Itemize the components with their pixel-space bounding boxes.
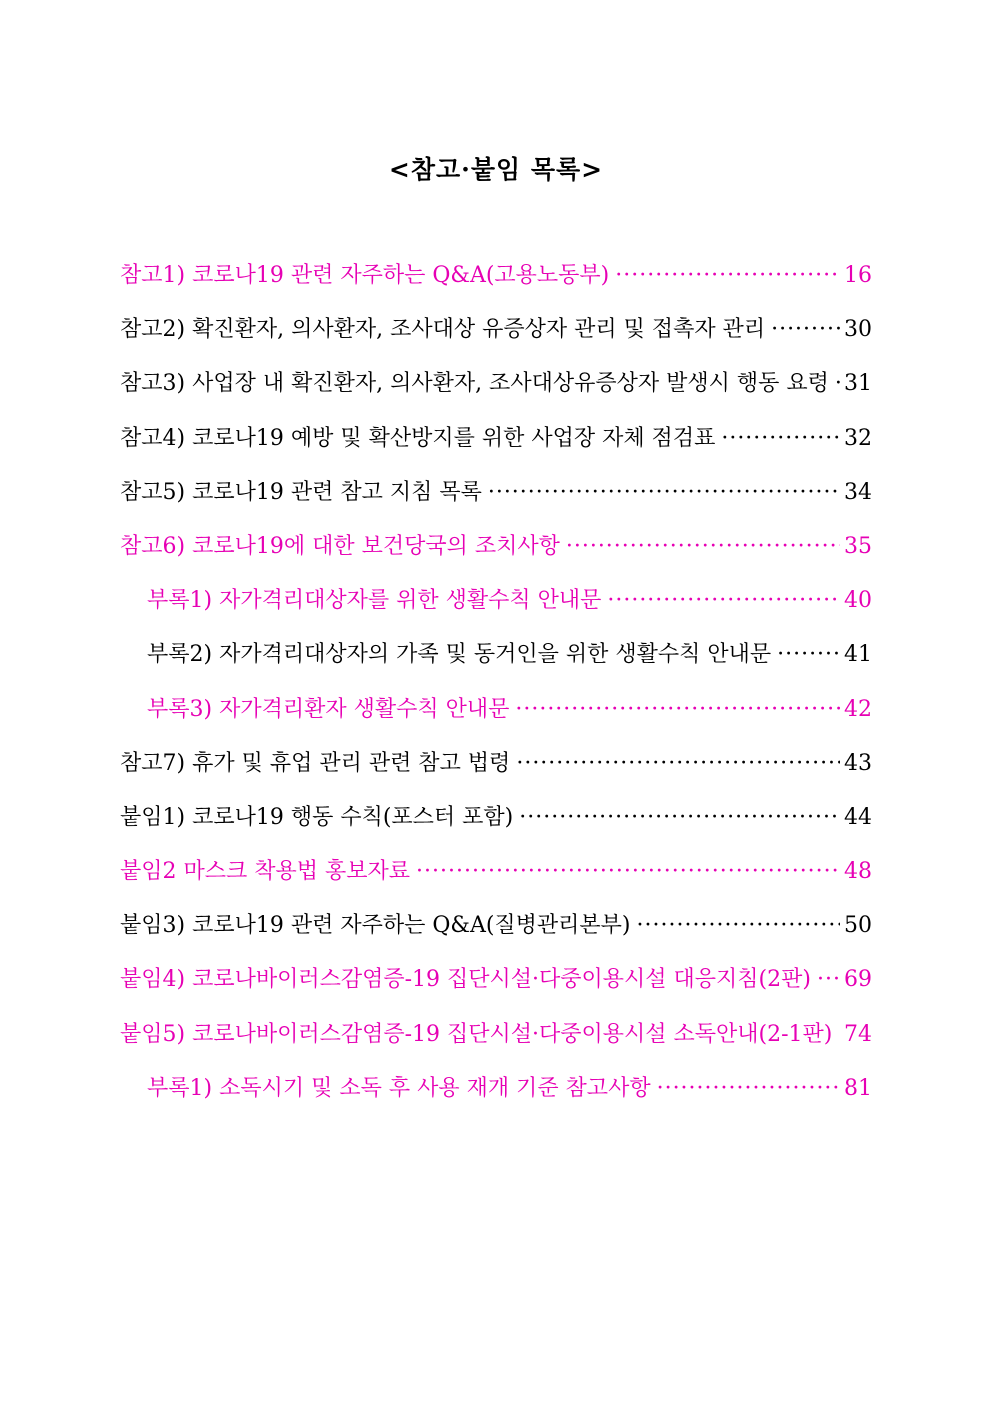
toc-entry-label: 붙임4) 코로나바이러스감염증-19 집단시설·다중이용시설 대응지침(2판) — [120, 967, 811, 993]
leader-dots — [637, 913, 840, 938]
toc-entry[interactable] — [120, 475, 872, 529]
toc-entry[interactable] — [120, 800, 872, 854]
toc-entry-label: 붙임2 마스크 착용법 홍보자료 — [120, 859, 411, 885]
toc-entry-page: 69 — [844, 967, 872, 993]
leader-dots — [817, 967, 840, 992]
toc-entry-page: 43 — [844, 750, 872, 776]
toc-entry-page: 34 — [844, 479, 872, 505]
toc-entry[interactable] — [120, 692, 872, 746]
toc-entry[interactable] — [120, 854, 872, 908]
toc-entry-page: 16 — [844, 263, 872, 288]
toc-entry-label: 참고3) 사업장 내 확진환자, 의사환자, 조사대상유증상자 발생시 행동 요령 — [120, 371, 829, 397]
toc-list — [120, 258, 872, 1125]
toc-entry[interactable] — [120, 421, 872, 475]
leader-dots — [777, 642, 840, 667]
toc-entry[interactable] — [120, 637, 872, 691]
toc-entry-label: 붙임1) 코로나19 행동 수칙(포스터 포함) — [120, 804, 514, 830]
leader-dots — [721, 426, 840, 451]
toc-entry[interactable] — [120, 583, 872, 637]
leader-dots — [519, 805, 840, 830]
toc-entry-page: 35 — [844, 533, 872, 559]
toc-entry-label: 부록1) 자가격리대상자를 위한 생활수칙 안내문 — [147, 588, 602, 614]
toc-entry[interactable] — [120, 529, 872, 583]
leader-dots — [615, 263, 840, 288]
toc-entry[interactable] — [120, 1071, 872, 1125]
toc-entry-label: 참고2) 확진환자, 의사환자, 조사대상 유증상자 관리 및 접촉자 관리 — [120, 317, 766, 343]
leader-dots — [838, 1022, 840, 1047]
toc-entry-label: 참고1) 코로나19 관련 자주하는 Q&A(고용노동부) — [120, 263, 610, 288]
toc-entry-label: 참고5) 코로나19 관련 참고 지침 목록 — [120, 479, 482, 505]
leader-dots — [488, 480, 840, 505]
toc-entry-page: 41 — [844, 642, 872, 668]
toc-entry-label: 붙임5) 코로나바이러스감염증-19 집단시설·다중이용시설 소독안내(2-1판) — [120, 1021, 833, 1047]
leader-dots — [515, 697, 840, 722]
toc-entry-page: 48 — [844, 859, 872, 885]
toc-entry-page: 44 — [844, 804, 872, 830]
toc-entry[interactable] — [120, 312, 872, 366]
toc-entry-label: 참고7) 휴가 및 휴업 관리 관련 참고 법령 — [120, 750, 511, 776]
toc-entry-page: 31 — [844, 371, 872, 397]
toc-entry-label: 붙임3) 코로나19 관련 자주하는 Q&A(질병관리본부) — [120, 913, 631, 939]
leader-dots — [835, 371, 840, 396]
toc-entry-page: 81 — [844, 1075, 872, 1101]
leader-dots — [607, 588, 840, 613]
leader-dots — [566, 534, 840, 559]
toc-entry[interactable] — [120, 962, 872, 1016]
leader-dots — [516, 751, 840, 776]
toc-entry-label: 참고6) 코로나19에 대한 보건당국의 조치사항 — [120, 533, 560, 559]
toc-entry-page: 42 — [844, 696, 872, 722]
toc-entry-page: 32 — [844, 425, 872, 451]
toc-entry[interactable] — [120, 746, 872, 800]
toc-entry-label: 부록2) 자가격리대상자의 가족 및 동거인을 위한 생활수칙 안내문 — [147, 642, 772, 668]
toc-entry[interactable] — [120, 1017, 872, 1071]
toc-entry-page: 74 — [844, 1021, 872, 1047]
toc-entry-label: 참고4) 코로나19 예방 및 확산방지를 위한 사업장 자체 점검표 — [120, 425, 716, 451]
toc-entry-page: 50 — [844, 913, 872, 939]
leader-dots — [657, 1076, 840, 1101]
toc-entry-page: 40 — [844, 588, 872, 614]
toc-entry-page: 30 — [844, 317, 872, 343]
toc-entry[interactable] — [120, 366, 872, 420]
toc-entry-label: 부록1) 소독시기 및 소독 후 사용 재개 기준 참고사항 — [147, 1075, 651, 1101]
toc-entry-label: 부록3) 자가격리환자 생활수칙 안내문 — [147, 696, 510, 722]
leader-dots — [416, 859, 840, 884]
toc-entry[interactable] — [120, 258, 872, 312]
leader-dots — [771, 317, 840, 342]
page-title: <참고·붙임 목록> — [388, 155, 604, 184]
toc-entry[interactable] — [120, 908, 872, 962]
